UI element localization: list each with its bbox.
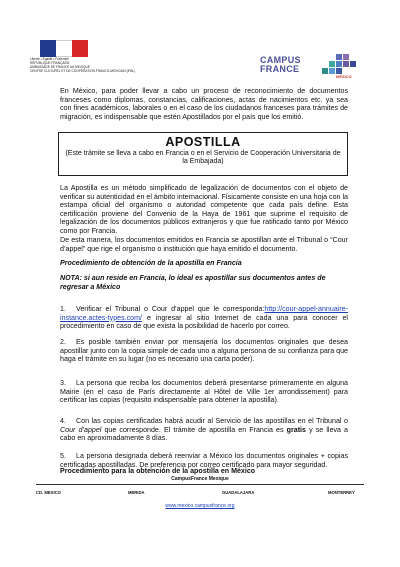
logo-motto: Liberté • Égalité • Fraternité (30, 57, 69, 61)
step-text: Es posible también enviar por mensajería los documentos originales que desea apostillar junto con la copia simple de cada uno a alguna persona de su confianza para que haga el trámite en su lugar (no es necesario una carta poder). (60, 338, 348, 364)
footer-city: GUADALAJARA (222, 490, 255, 495)
intro-paragraph: En México, para poder llevar a cabo un proceso de reconocimiento de documentos franceses como diplomas, constancias, calificaciones, actas de nacimientos etc. ya sea con fines académicos, laborales o en el caso de los ciudadanos franceses para trámites de migración, es indispensable que estén Apostillados por el país que los emitió. (60, 87, 348, 121)
step-4 (60, 417, 348, 443)
step-1 (60, 305, 348, 331)
embassy-logo (30, 40, 136, 80)
step-2 (60, 338, 348, 364)
campus-france-logo (260, 52, 360, 84)
mexico-procedure-heading: Procedimiento para la obtención de la apostilla en México (60, 467, 256, 475)
step-number: 2. (60, 338, 66, 346)
step-number: 3. (60, 379, 66, 387)
step-number: 1. (60, 305, 66, 313)
logo-centre: CENTRE CULTUREL ET DE COOPÉRATION FRANCO-MEXICAIN (IFAL) (30, 68, 136, 73)
step-bold: gratis (286, 425, 306, 434)
court-directory-link[interactable]: http://cour-appel-annuaire-instance.actes-types.com/ (60, 305, 348, 322)
step-text: que corresponde. El trámite de apostilla en Francia es (101, 425, 287, 434)
france-text: FRANCE (260, 64, 300, 74)
footer-city: MONTERREY (328, 490, 355, 495)
step-italic: Cour d’appel (60, 425, 102, 434)
step-text: La persona designada deberá reenviar a México los documentos originales + copias certificadas apostilladas. De preferencia por correo certificado para mayor seguridad. (60, 452, 348, 469)
logo-republic: RÉPUBLIQUE FRANÇAISE (30, 60, 70, 65)
step-number: 4. (60, 417, 66, 425)
step-text: Con las copias certificadas habrá acudir al Servicio de las apostillas en el Tribunal o (76, 417, 348, 425)
step-number: 5. (60, 452, 66, 460)
step-text: Verificar el Tribunal o Cour d’appel que le corresponda: (76, 305, 265, 313)
title-box (58, 132, 348, 176)
page-subtitle: (Este trámite se lleva a cabo en Francia o en el Servicio de Cooperación Universitaria de la Embajada) (65, 150, 341, 165)
page-title: APOSTILLA (165, 135, 241, 149)
footer-org: CampusFrance Mexique (171, 476, 229, 482)
step-text: e ingresar al sitio Internet de cada una para conocer el procedimiento en caso de que exista la posibilidad de hacerlo por correo. (60, 313, 348, 331)
footer-city: MERIDA (128, 490, 145, 495)
french-flag-icon (40, 40, 88, 57)
footer-website (0, 503, 400, 509)
step-3 (60, 379, 348, 405)
logo-embassy: AMBASSADE DE FRANCE AU MEXIQUE (30, 64, 90, 69)
body-paragraph-1: La Apostilla es un método simplificado de legalización de documentos con el objeto de verificar su autenticidad en el ámbito internacional. Físicamente consiste en una hoja con la estampa oficial del organismo o autoridad competente que cada país define. Esta certificación proviene del Convenio de la Haya de 1961 que suprime el requisito de legalización de los documentos públicos extranjeros y que fue ratificado tanto por México como por Francia. (60, 184, 348, 235)
campus-country: MÉXICO (336, 74, 352, 79)
website-link[interactable]: www.mexico.campusfrance.org (165, 503, 235, 509)
campus-text: CAMPUS (260, 55, 301, 65)
nota-paragraph: NOTA: si aun reside en Francia, lo ideal es apostillar sus documentos antes de regresar a México (60, 274, 326, 291)
procedure-heading: Procedimiento de obtención de la apostilla en Francia (60, 259, 242, 267)
step-text: y se lleva a cabo en aproximadamente 8 días. (60, 425, 348, 443)
footer-divider (36, 484, 364, 485)
cube-pattern-icon (318, 52, 358, 76)
footer-city: CD. MEXICO (36, 490, 61, 495)
step-text: La persona que reciba los documentos deberá presentarse primeramente en alguna Mairie (en el caso de París directamente al Hôtel de Ville 1er arrondissement) para certificar las copias (requisito indispensable para obtener la apostilla). (60, 379, 348, 405)
body-paragraph-2: De esta manera, los documentos emitidos en Francia se apostillan ante el Tribunal o “Cour d’appel” que rige el organismo o institución que haya emitido el documento. (60, 236, 348, 253)
